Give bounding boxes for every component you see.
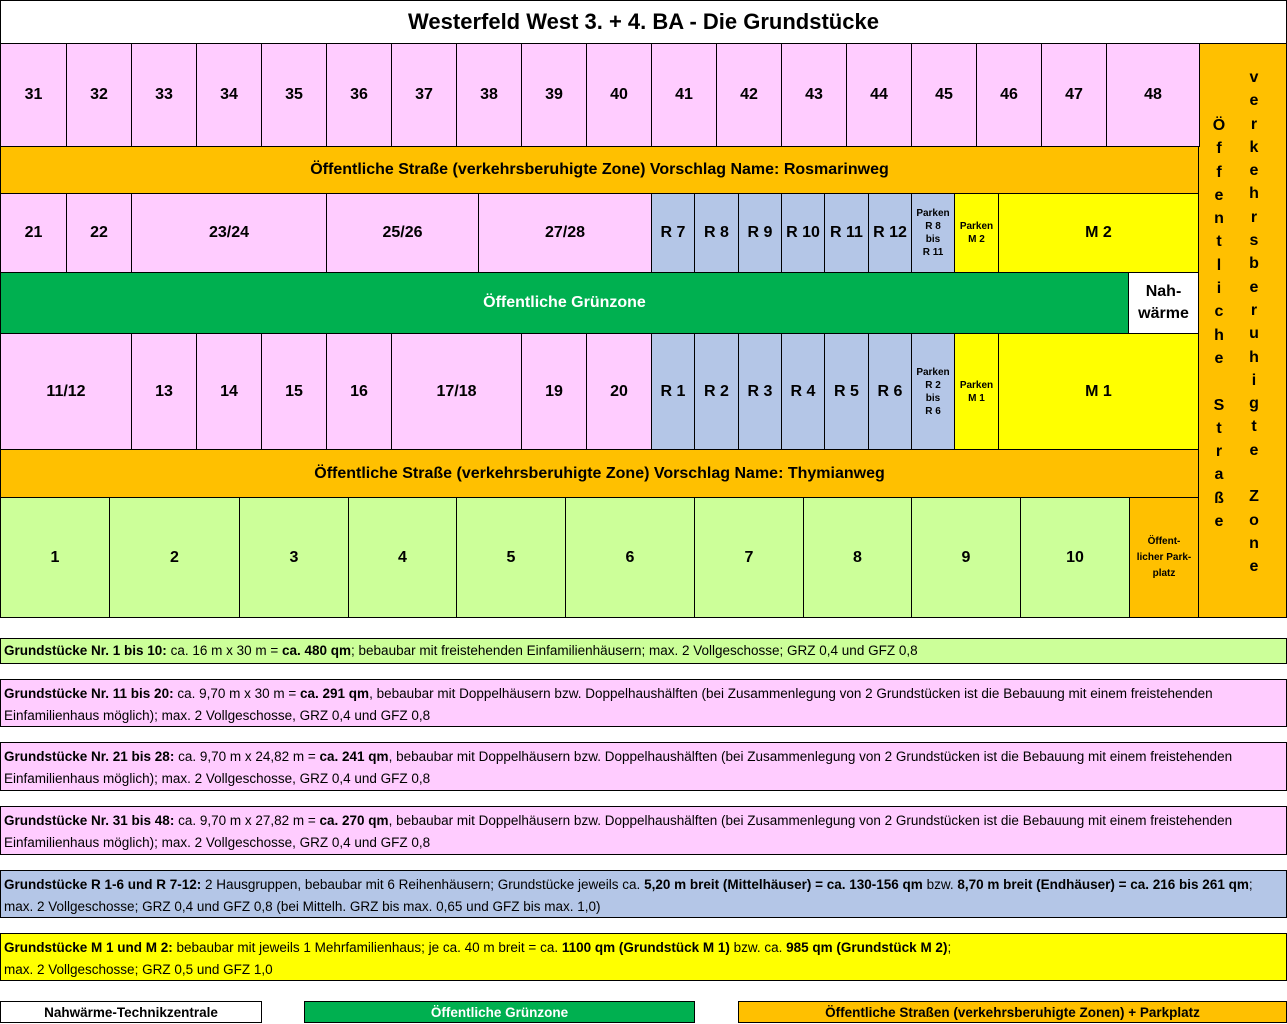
page-title: Westerfeld West 3. + 4. BA - Die Grundstücke xyxy=(0,0,1287,44)
parking-m1-line-2: M 1 xyxy=(968,392,985,404)
lot-20: 20 xyxy=(586,333,652,450)
vertical-letter: h xyxy=(1214,326,1224,344)
lot-38: 38 xyxy=(456,43,522,147)
lot-2: 2 xyxy=(109,497,240,618)
lot-45: 45 xyxy=(911,43,977,147)
parking-r2-r6-line-4: R 6 xyxy=(925,405,941,417)
lot-25/26: 25/26 xyxy=(326,193,479,273)
vertical-letter: r xyxy=(1250,115,1258,133)
lot-33: 33 xyxy=(131,43,197,147)
vertical-letter: c xyxy=(1214,303,1224,321)
vertical-letter: k xyxy=(1249,138,1259,156)
parking-r8-r11-line-1: Parken xyxy=(916,208,950,219)
vertical-letter: i xyxy=(1251,371,1257,389)
info-lots-31-48: Grundstücke Nr. 31 bis 48: ca. 9,70 m x 27,82 m = ca. 270 qm, bebaubar mit Doppelhäusern bzw. Doppelhaushälften (bei Zusammenlegung von 2 Grundstücken ist die Bebauung mit einem freistehenden Einfamilienhaus möglich); max. 2 Vollgeschosse, GRZ 0,4 und GFZ 0,8 xyxy=(0,806,1287,855)
parking-m2-line-1: Parken xyxy=(959,221,994,232)
parking-m1-line-1: Parken xyxy=(959,379,994,391)
lot-39: 39 xyxy=(521,43,587,147)
parking-m1 xyxy=(954,333,999,450)
vertical-letter: e xyxy=(1249,92,1259,110)
lot-35: 35 xyxy=(261,43,327,147)
legend-green-zone: Öffentliche Grünzone xyxy=(304,1001,695,1023)
vertical-letter: r xyxy=(1250,208,1258,226)
lot-R9: R 9 xyxy=(738,193,782,273)
lot-10: 10 xyxy=(1020,497,1130,618)
lot-R10: R 10 xyxy=(781,193,825,273)
info-lots-m: Grundstücke M 1 und M 2: bebaubar mit jeweils 1 Mehrfamilienhaus; je ca. 40 m breit = ca. 1100 qm (Grundstück M 1) bzw. ca. 985 qm (Grundstück M 2); max. 2 Vollgeschosse; GRZ 0,5 und GFZ 1,0 xyxy=(0,933,1287,981)
vertical-letter: r xyxy=(1215,443,1223,461)
lot-21: 21 xyxy=(0,193,67,273)
lot-36: 36 xyxy=(326,43,392,147)
lot-M1: M 1 xyxy=(998,333,1199,450)
vertical-letter: e xyxy=(1249,162,1259,180)
lot-R8: R 8 xyxy=(694,193,739,273)
public-parking-line-2: licher Park- xyxy=(1136,551,1192,563)
vertical-letter: g xyxy=(1249,395,1259,413)
nahwaerme-line-1: Nah- xyxy=(1145,283,1182,300)
lot-11/12: 11/12 xyxy=(0,333,132,450)
vertical-letter: f xyxy=(1216,163,1222,181)
vertical-letter: r xyxy=(1250,301,1258,319)
parking-r2-r6-line-3: bis xyxy=(925,392,941,404)
public-parking xyxy=(1129,497,1199,618)
lot-R7: R 7 xyxy=(651,193,695,273)
lot-40: 40 xyxy=(586,43,652,147)
lot-27/28: 27/28 xyxy=(478,193,652,273)
parking-r2-r6-line-2: R 2 xyxy=(925,379,941,391)
vertical-letter: e xyxy=(1249,278,1259,296)
road-thymianweg: Öffentliche Straße (verkehrsberuhigte Zone) Vorschlag Name: Thymianweg xyxy=(0,449,1199,498)
lot-R6: R 6 xyxy=(868,333,912,450)
lot-R4: R 4 xyxy=(781,333,825,450)
parking-r8-r11-line-3: bis xyxy=(925,234,941,245)
nahwaerme-line-2: wärme xyxy=(1138,305,1189,322)
vertical-letter: u xyxy=(1249,325,1259,343)
lot-17/18: 17/18 xyxy=(391,333,522,450)
nahwaerme-center xyxy=(1128,272,1199,334)
parking-m2-line-2: M 2 xyxy=(968,234,985,245)
lot-23/24: 23/24 xyxy=(131,193,327,273)
vertical-letter: e xyxy=(1214,186,1224,204)
lot-R1: R 1 xyxy=(651,333,695,450)
lot-6: 6 xyxy=(565,497,695,618)
lot-44: 44 xyxy=(846,43,912,147)
lot-32: 32 xyxy=(66,43,132,147)
lot-14: 14 xyxy=(196,333,262,450)
public-parking-line-3: platz xyxy=(1152,567,1176,579)
lot-15: 15 xyxy=(261,333,327,450)
vertical-letter: Z xyxy=(1249,488,1259,506)
lot-37: 37 xyxy=(391,43,457,147)
road-rosmarinweg: Öffentliche Straße (verkehrsberuhigte Zone) Vorschlag Name: Rosmarinweg xyxy=(0,146,1199,194)
lot-7: 7 xyxy=(694,497,804,618)
vertical-letter: e xyxy=(1214,349,1224,367)
parking-m2 xyxy=(954,193,999,273)
lot-R2: R 2 xyxy=(694,333,739,450)
lot-41: 41 xyxy=(651,43,717,147)
vertical-road-label-left xyxy=(1205,114,1233,533)
parking-r2-r6 xyxy=(911,333,955,450)
vertical-letter: i xyxy=(1216,280,1222,298)
lot-47: 47 xyxy=(1041,43,1107,147)
parking-r8-r11 xyxy=(911,193,955,273)
vertical-letter: e xyxy=(1249,558,1259,576)
lot-R11: R 11 xyxy=(824,193,869,273)
vertical-letter: Ö xyxy=(1212,117,1226,134)
vertical-letter: S xyxy=(1213,396,1225,414)
parking-r2-r6-line-1: Parken xyxy=(916,366,950,378)
vertical-letter: s xyxy=(1249,232,1259,250)
legend-roads: Öffentliche Straßen (verkehrsberuhigte Zonen) + Parkplatz xyxy=(738,1001,1287,1023)
lot-4: 4 xyxy=(348,497,457,618)
vertical-letter: n xyxy=(1214,210,1224,228)
lot-46: 46 xyxy=(976,43,1042,147)
lot-M2: M 2 xyxy=(998,193,1199,273)
lot-34: 34 xyxy=(196,43,262,147)
vertical-letter: t xyxy=(1251,418,1257,436)
lot-1: 1 xyxy=(0,497,110,618)
lot-5: 5 xyxy=(456,497,566,618)
lot-8: 8 xyxy=(803,497,912,618)
vertical-letter: n xyxy=(1249,534,1259,552)
vertical-letter: h xyxy=(1249,185,1259,203)
vertical-letter: l xyxy=(1216,256,1222,274)
info-lots-11-20: Grundstücke Nr. 11 bis 20: ca. 9,70 m x 30 m = ca. 291 qm, bebaubar mit Doppelhäusern bzw. Doppelhaushälften (bei Zusammenlegung von 2 Grundstücken ist die Bebauung mit einem freistehenden Einfamilienhaus möglich); max. 2 Vollgeschosse, GRZ 0,4 und GFZ 0,8 xyxy=(0,679,1287,727)
vertical-road-label-right xyxy=(1240,66,1268,579)
lot-9: 9 xyxy=(911,497,1021,618)
vertical-letter: e xyxy=(1249,441,1259,459)
info-lots-r: Grundstücke R 1-6 und R 7-12: 2 Hausgruppen, bebaubar mit 6 Reihenhäusern; Grundstücke jeweils ca. 5,20 m breit (Mittelhäuser) = ca. 130-156 qm bzw. 8,70 m breit (Endhäuser) = ca. 216 bis 261 qm; max. 2 Vollgeschosse; GRZ 0,4 und GFZ 0,8 (bei Mittelh. GRZ bis max. 0,65 und GFZ bis max. 1,0) xyxy=(0,870,1287,918)
lot-16: 16 xyxy=(326,333,392,450)
vertical-letter: b xyxy=(1249,255,1259,273)
green-zone: Öffentliche Grünzone xyxy=(0,272,1129,334)
lot-22: 22 xyxy=(66,193,132,273)
info-lots-21-28: Grundstücke Nr. 21 bis 28: ca. 9,70 m x 24,82 m = ca. 241 qm, bebaubar mit Doppelhäusern bzw. Doppelhaushälften (bei Zusammenlegung von 2 Grundstücken ist die Bebauung mit einem freistehenden Einfamilienhaus möglich); max. 2 Vollgeschosse, GRZ 0,4 und GFZ 0,8 xyxy=(0,742,1287,791)
lot-13: 13 xyxy=(131,333,197,450)
legend-nahwaerme: Nahwärme-Technikzentrale xyxy=(0,1001,262,1023)
vertical-letter: h xyxy=(1249,348,1259,366)
lot-19: 19 xyxy=(521,333,587,450)
public-parking-line-1: Öffent- xyxy=(1147,535,1181,547)
lot-42: 42 xyxy=(716,43,782,147)
vertical-letter: t xyxy=(1216,419,1222,437)
lot-48: 48 xyxy=(1106,43,1200,147)
lot-43: 43 xyxy=(781,43,847,147)
vertical-letter: v xyxy=(1249,69,1259,86)
lot-31: 31 xyxy=(0,43,67,147)
lot-R5: R 5 xyxy=(824,333,869,450)
vertical-letter: ß xyxy=(1214,489,1224,507)
lot-R12: R 12 xyxy=(868,193,912,273)
vertical-letter: o xyxy=(1249,511,1259,529)
vertical-letter: t xyxy=(1216,233,1222,251)
vertical-letter: a xyxy=(1214,466,1224,484)
parking-r8-r11-line-4: R 11 xyxy=(922,247,944,258)
parking-r8-r11-line-2: R 8 xyxy=(925,221,941,232)
lot-R3: R 3 xyxy=(738,333,782,450)
info-lots-1-10: Grundstücke Nr. 1 bis 10: ca. 16 m x 30 m = ca. 480 qm; bebaubar mit freistehenden Einfamilienhäusern; max. 2 Vollgeschosse; GRZ 0,4 und GFZ 0,8 xyxy=(0,638,1287,664)
vertical-letter: f xyxy=(1216,140,1222,158)
vertical-letter: e xyxy=(1214,513,1224,531)
lot-3: 3 xyxy=(239,497,349,618)
